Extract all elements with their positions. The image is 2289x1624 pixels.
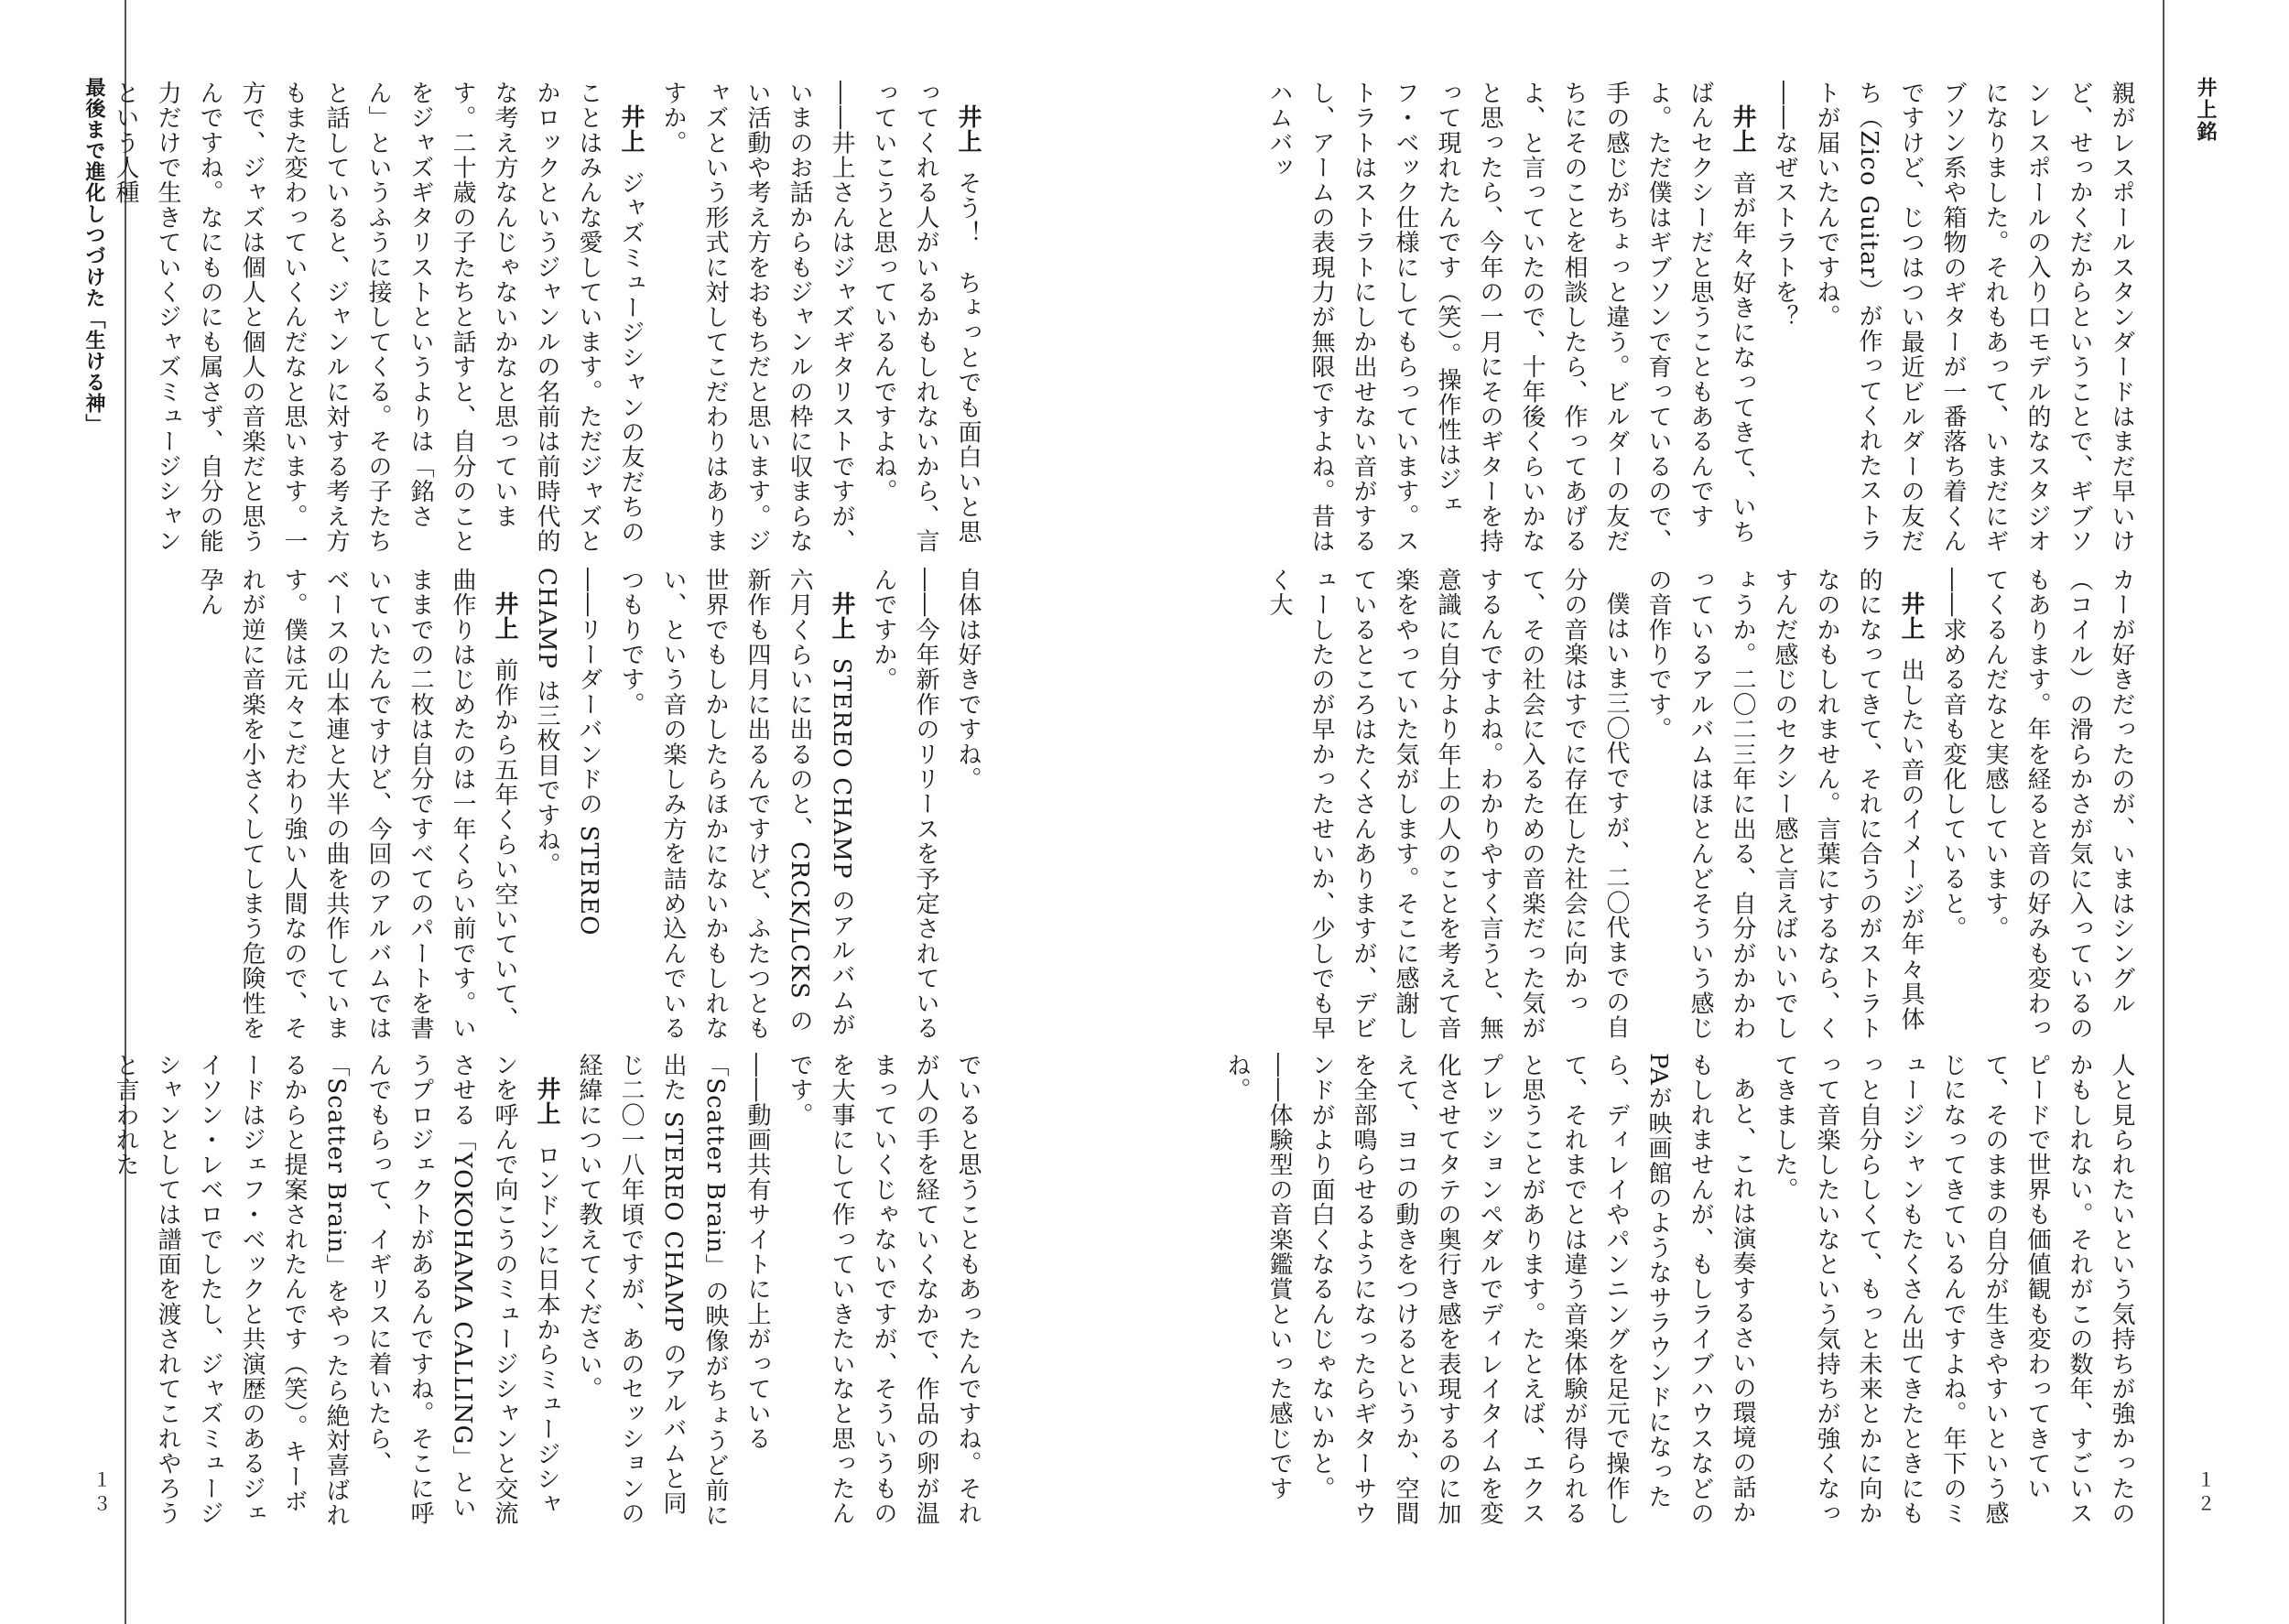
- speaker-label: 井上: [533, 1077, 560, 1127]
- interview-question: [862, 568, 947, 1044]
- paragraph-text: ――体験型の音楽鑑賞といった感じですね。: [1223, 1053, 1293, 1501]
- right-tier-3: [1223, 1053, 2143, 1529]
- paragraph-text: でいると思うこともあったんですね。それが人の手を経ていくなかで、作品の卵が温まっていくじゃないですが、そういうものを大事にして作っていきたいなと思ったんです。: [786, 1053, 982, 1526]
- paragraph-text: 音が年々好きになってきて、いちばんセクシーだと思うこともあるんですよ。ただ僕はギブソンで育っているので、手の感じがちょっと違う。ビルダーの友だちにそのことを相談したら、作ってあげるよ、と言っていたので、十年後くらいかなと思ったら、今年の一月にそのギターを持って現れたんです（笑）。操作性はジェフ・ベック仕様にしてもらっています。ストラトはストラトにしか出せない音がするし、アームの表現力が無限ですよね。昔はハムバッ: [1265, 81, 1756, 554]
- paragraph-text: ――井上さんはジャズギタリストですが、いまのお話からもジャンルの枠に収まらない活動や考え方をおもちだと思います。ジャズという形式に対してこだわりはありますか。: [659, 81, 855, 554]
- paragraph-text: 僕はいま三〇代ですが、二〇代までの自分の音楽はすでに存在した社会に向かって、その社会に入るための音楽だった気がするんですよね。わかりやすく言うと、無意識に自分より年上の人のことを考えて音楽をやっていた気がします。そこに感謝しているところはたくさんありますが、デビューしたのが早かったせいか、少しでも早く大: [1265, 568, 1630, 1041]
- paragraph-text: ジャズミュージシャンの友だちのことはみんな愛しています。ただジャズとかロックというジャンルの名前は前時代的な考え方なんじゃないかなと思っています。二十歳の子たちと話すと、自分のことをジャズギタリストというよりは「銘さん」というふうに接してくる。その子たちと話していると、ジャンルに対する考え方もまた変わっていくんだなと思います。一方で、ジャズは個人と個人の音楽だと思うんですね。なにものにも属さず、自分の能力だけで生きていくジャズミュージシャンという人種: [112, 81, 645, 554]
- speaker-label: 井上: [1729, 104, 1756, 155]
- left-tier-1: [112, 81, 989, 557]
- paragraph-text: 人と見られたいという気持ちが強かったのかもしれない。それがこの数年、すごいスピードで世界も価値観も変わってきていて、そのままの自分が生きやすいという感じになってきているんですよね。年下のミュージシャンもたくさん出てきたときにもっと自分らしくて、もっと未来とかに向かって音楽したいなという気持ちが強くなってきました。: [1771, 1053, 2135, 1526]
- speaker-label: 井上: [1897, 591, 1925, 642]
- interview-paragraph: [1258, 81, 1763, 557]
- left-page: [0, 0, 1144, 1624]
- interview-paragraph: [1974, 568, 2143, 1044]
- left-tier-3: [112, 1053, 989, 1529]
- interview-paragraph: [1763, 1053, 2143, 1529]
- interview-paragraph: [778, 1053, 989, 1529]
- interview-question: [652, 81, 862, 557]
- paragraph-text: 前作から五年くらい空いていて、曲作りはじめたのは一年くらい前です。いままでの二枚は自分ですべてのパートを書いていたんですけど、今回のアルバムではベースの山本連と大半の曲を共作しています。僕は元々こだわり強い人間なので、それが逆に音楽を小さくしてしまう危険性を孕ん: [196, 568, 518, 1041]
- interview-question: [1763, 81, 1806, 557]
- interview-paragraph: [104, 1053, 568, 1529]
- right-margin-rule: [2163, 0, 2164, 1624]
- interview-paragraph: [1637, 568, 1932, 1044]
- speaker-label: 井上: [617, 104, 645, 155]
- right-tier-2: [1265, 568, 2143, 1044]
- interview-paragraph: [104, 81, 652, 557]
- interview-paragraph: [1806, 81, 2143, 557]
- paragraph-text: ――なぜストラトを？: [1771, 81, 1798, 330]
- paragraph-text: 出したい音のイメージが年々具体的になってきて、それに合うのがストラトなのかもしれません。言葉にするなら、くすんだ感じのセクシー感と言えばいいでしょうか。二〇二三年に出る、自分がかかわっているアルバムはほとんどそういう感じの音作りです。: [1644, 568, 1925, 1041]
- interview-paragraph: [189, 568, 526, 1044]
- page-number-right: １２: [2194, 1470, 2216, 1518]
- paragraph-text: カーが好きだったのが、いまはシングル（コイル）の滑らかさが気に入っているのもあります。年を経ると音の好みも変わってくるんだなと実感しています。: [1981, 568, 2135, 1041]
- interview-paragraph: [1258, 568, 1637, 1044]
- running-title: 最後まで進化しつづけた「生ける神」: [82, 77, 106, 435]
- interview-paragraph: [610, 568, 862, 1044]
- paragraph-text: あと、これは演奏するさいの環境の話かもしれませんが、もしライブハウスなどのPAが映画館のようなサラウンドになったら、ディレイやパンニングを足元で操作して、それまでとは違う音楽体験が得られると思うことがあります。たとえば、エクスプレッションペダルでディレイタイムを変化させてタテの奥行き感を表現するのに加えて、ヨコの動きをつけるというか、空間を全部鳴らせるようになったらギターサウンドがより面白くなるんじゃないかと。: [1307, 1053, 1756, 1526]
- paragraph-text: ロンドンに日本からミュージシャンを呼んで向こうのミュージシャンと交流させる「YOKOHAMA CALLING」というプロジェクトがあるんですね。そこに呼んでもらって、イギリスに着いたら、「Scatter Brain」をやったら絶対喜ばれるからと提案されたんです（笑）。キーボードはジェフ・ベックと共演歴のあるジェイソン・レベロでしたし、ジャズミュージシャンとしては譜面を渡されてこれやろうと言われた: [112, 1053, 560, 1528]
- right-tier-1: [1265, 81, 2143, 557]
- paragraph-text: 親がレスポールスタンダードはまだ早いけど、せっかくだからということで、ギブソンレスポールの入り口モデル的なスタジオになりました。それもあって、いまだにギブソン系や箱物のギターが一番落ち着くんですけど、じつはつい最近ビルダーの友だち（Zico Guitar）が作ってくれたストラトが届いたんですね。: [1813, 81, 2135, 554]
- paragraph-text: ――動画共有サイトに上がっている「Scatter Brain」の映像がちょうど前に出た STEREO CHAMP のアルバムと同じ二〇一八年頃ですが、あのセッションの経緯について教えてください。: [575, 1053, 771, 1528]
- left-tier-2: [146, 568, 989, 1044]
- speaker-label: 井上: [954, 104, 982, 155]
- interview-paragraph: [1300, 1053, 1763, 1529]
- paragraph-text: ――今年新作のリリースを予定されているんですか。: [870, 568, 939, 1041]
- right-page: [1144, 0, 2289, 1624]
- paragraph-text: STEREO CHAMP のアルバムが六月くらいに出るのと、CRCK/LCKS の新作も四月に出るんですけど、ふたつとも世界でもしかしたらほかにないかもしれない、という音の楽しみ方を詰め込んでいるつもりです。: [617, 568, 855, 1041]
- page-number-left: １３: [90, 1470, 112, 1518]
- speaker-label: 井上: [491, 591, 518, 642]
- interview-question: [526, 568, 610, 1044]
- paragraph-text: ――リーダーバンドの STEREO CHAMP は三枚目ですね。: [533, 568, 602, 937]
- interview-question: [1216, 1053, 1300, 1529]
- paragraph-text: 自体は好きですね。: [954, 568, 982, 792]
- interview-paragraph: [947, 568, 989, 1044]
- interview-question: [1932, 568, 1974, 1044]
- interview-paragraph: [862, 81, 989, 557]
- paragraph-text: ――求める音も変化していると。: [1939, 568, 1967, 941]
- running-name: 井上銘: [2194, 77, 2218, 143]
- interview-question: [568, 1053, 778, 1529]
- speaker-label: 井上: [828, 591, 855, 642]
- paragraph-text: そう！ ちょっとでも面白いと思ってくれる人がいるかもしれないから、言っていこうと思っているんですよね。: [870, 81, 982, 554]
